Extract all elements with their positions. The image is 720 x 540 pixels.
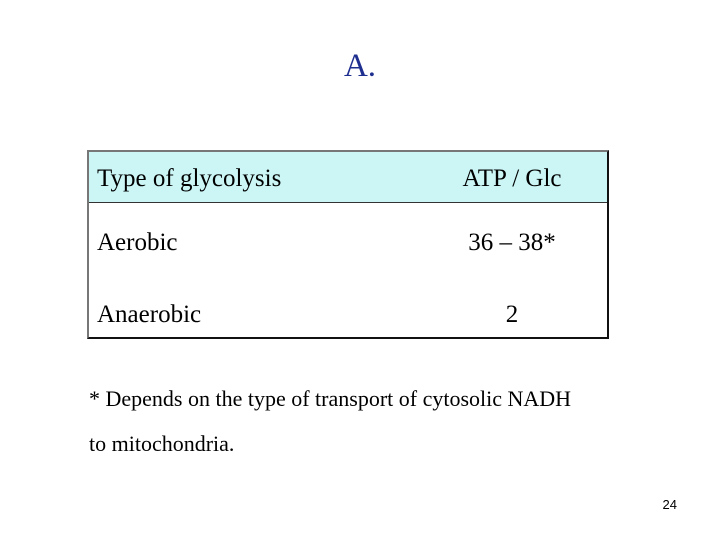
cell-aerobic-type: Aerobic [97,229,178,256]
cell-aerobic-atp: 36 – 38* [468,229,556,256]
glycolysis-table [87,150,609,339]
cell-anaerobic-atp: 2 [505,301,519,328]
slide-title: A. [343,48,377,84]
footnote-line-1: * Depends on the type of transport of cytosolic NADH [89,386,572,411]
page-number: 24 [662,497,677,512]
footnote-line-2: to mitochondria. [89,431,235,456]
cell-anaerobic-type: Anaerobic [97,301,202,328]
table-header-row [89,152,607,203]
header-type-of-glycolysis: Type of glycolysis [97,165,282,192]
header-atp-per-glucose: ATP / Glc [462,165,562,192]
